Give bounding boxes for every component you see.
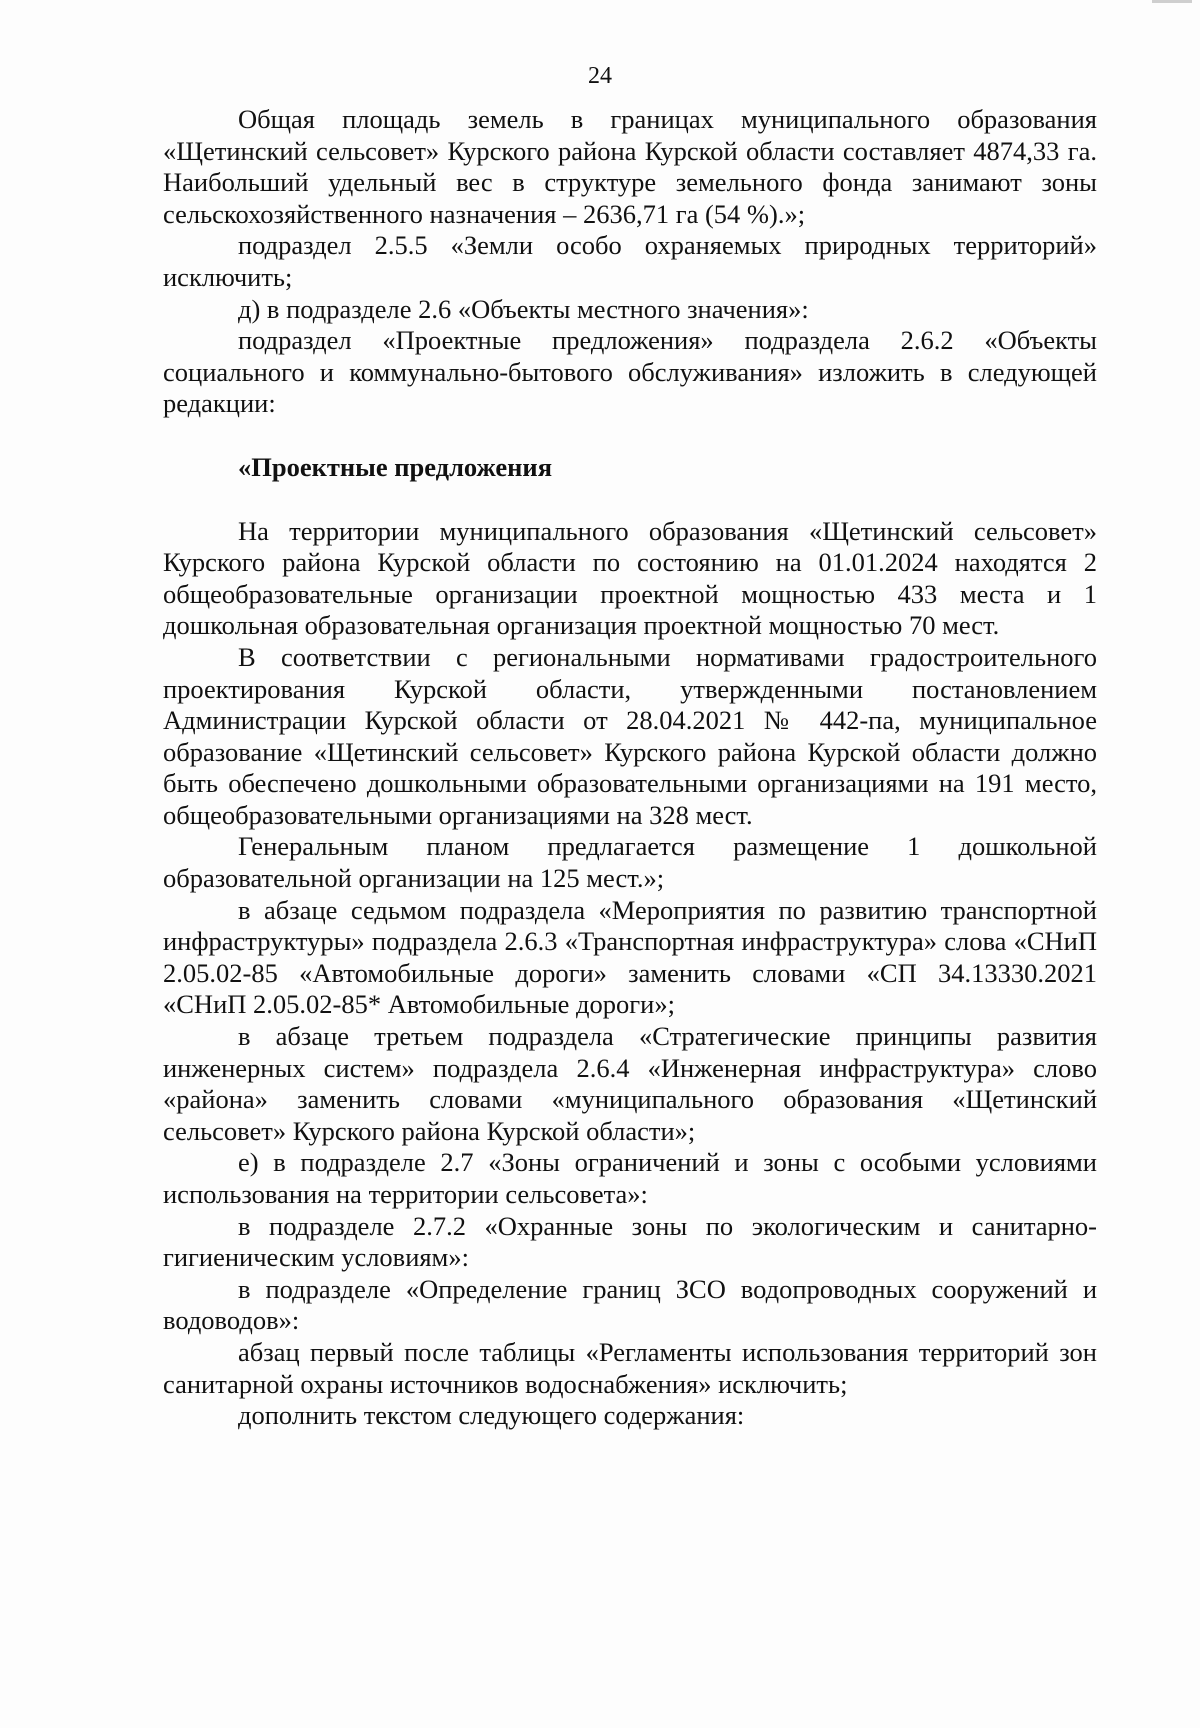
paragraph-transport-infrastructure: в абзаце седьмом подраздела «Мероприятия по развитию транспортной инфраструктуры» подраздела 2.6.3 «Транспортная инфраструктура» слова «СНиП 2.05.02-85 «Автомобильные дороги» заменить словами «СП 34.13330.2021 «СНиП 2.05.02-85* Автомобильные дороги»; [163,894,1097,1020]
paragraph-regional-norms: В соответствии с региональными нормативами градостроительного проектирования Курской области, утвержденными постановлением Администрации Курской области от 28.04.2021 № 442-па, муниципальное образование «Щетинский сельсовет» Курского района Курской области должно быть обеспечено дошкольными образовательными организациями на 191 место, общеобразовательными организациями на 328 мест. [163,641,1097,830]
paragraph-restriction-zones: е) в подразделе 2.7 «Зоны ограничений и зоны с особыми условиями использования на территории сельсовета»: [163,1147,1097,1209]
paragraph-local-objects: д) в подразделе 2.6 «Объекты местного значения»: [238,293,809,324]
paragraph-engineering-infrastructure: в абзаце третьем подраздела «Стратегические принципы развития инженерных систем» подраздела 2.6.4 «Инженерная инфраструктура» слово «района» заменить словами «муниципального образования «Щетинский сельсовет» Курского района Курской области»; [163,1021,1097,1146]
scan-edge-mark [1152,0,1192,3]
paragraph-social-objects: подраздел «Проектные предложения» подраздела 2.6.2 «Объекты социального и коммунально-бытового обслуживания» изложить в следующей редакции: [163,325,1097,419]
paragraph-land-area: Общая площадь земель в границах муниципального образования «Щетинский сельсовет» Курского района Курской области составляет 4874,33 га. Наибольший удельный вес в структуре земельного фонда занимают зоны сельскохозяйственного назначения – 2636,71 га (54 %).»; [163,104,1097,229]
paragraph-zso-boundaries: в подразделе «Определение границ ЗСО водопроводных сооружений и водоводов»: [163,1273,1097,1336]
paragraph-education-organizations: На территории муниципального образования «Щетинский сельсовет» Курского района Курской области по состоянию на 01.01.2024 находятся 2 общеобразовательные организации проектной мощностью 433 места и 1 дошкольная образовательная организация проектной мощностью 70 мест. [163,515,1097,641]
paragraph-supplement: дополнить текстом следующего содержания: [238,1400,745,1431]
page-number: 24 [588,63,612,89]
paragraph-protection-zones: в подразделе 2.7.2 «Охранные зоны по экологическим и санитарно-гигиеническим условиям»: [163,1210,1097,1273]
paragraph-protected-territories: подраздел 2.5.5 «Земли особо охраняемых природных территорий» исключить; [163,230,1097,292]
paragraph-general-plan: Генеральным планом предлагается размещение 1 дошкольной образовательной организации на 125 мест.»; [163,831,1097,894]
document-body [163,104,1097,1432]
section-heading: «Проектные предложения [238,451,553,482]
paragraph-first-after-table: абзац первый после таблицы «Регламенты использования территорий зон санитарной охраны источников водоснабжения» исключить; [163,1336,1097,1399]
